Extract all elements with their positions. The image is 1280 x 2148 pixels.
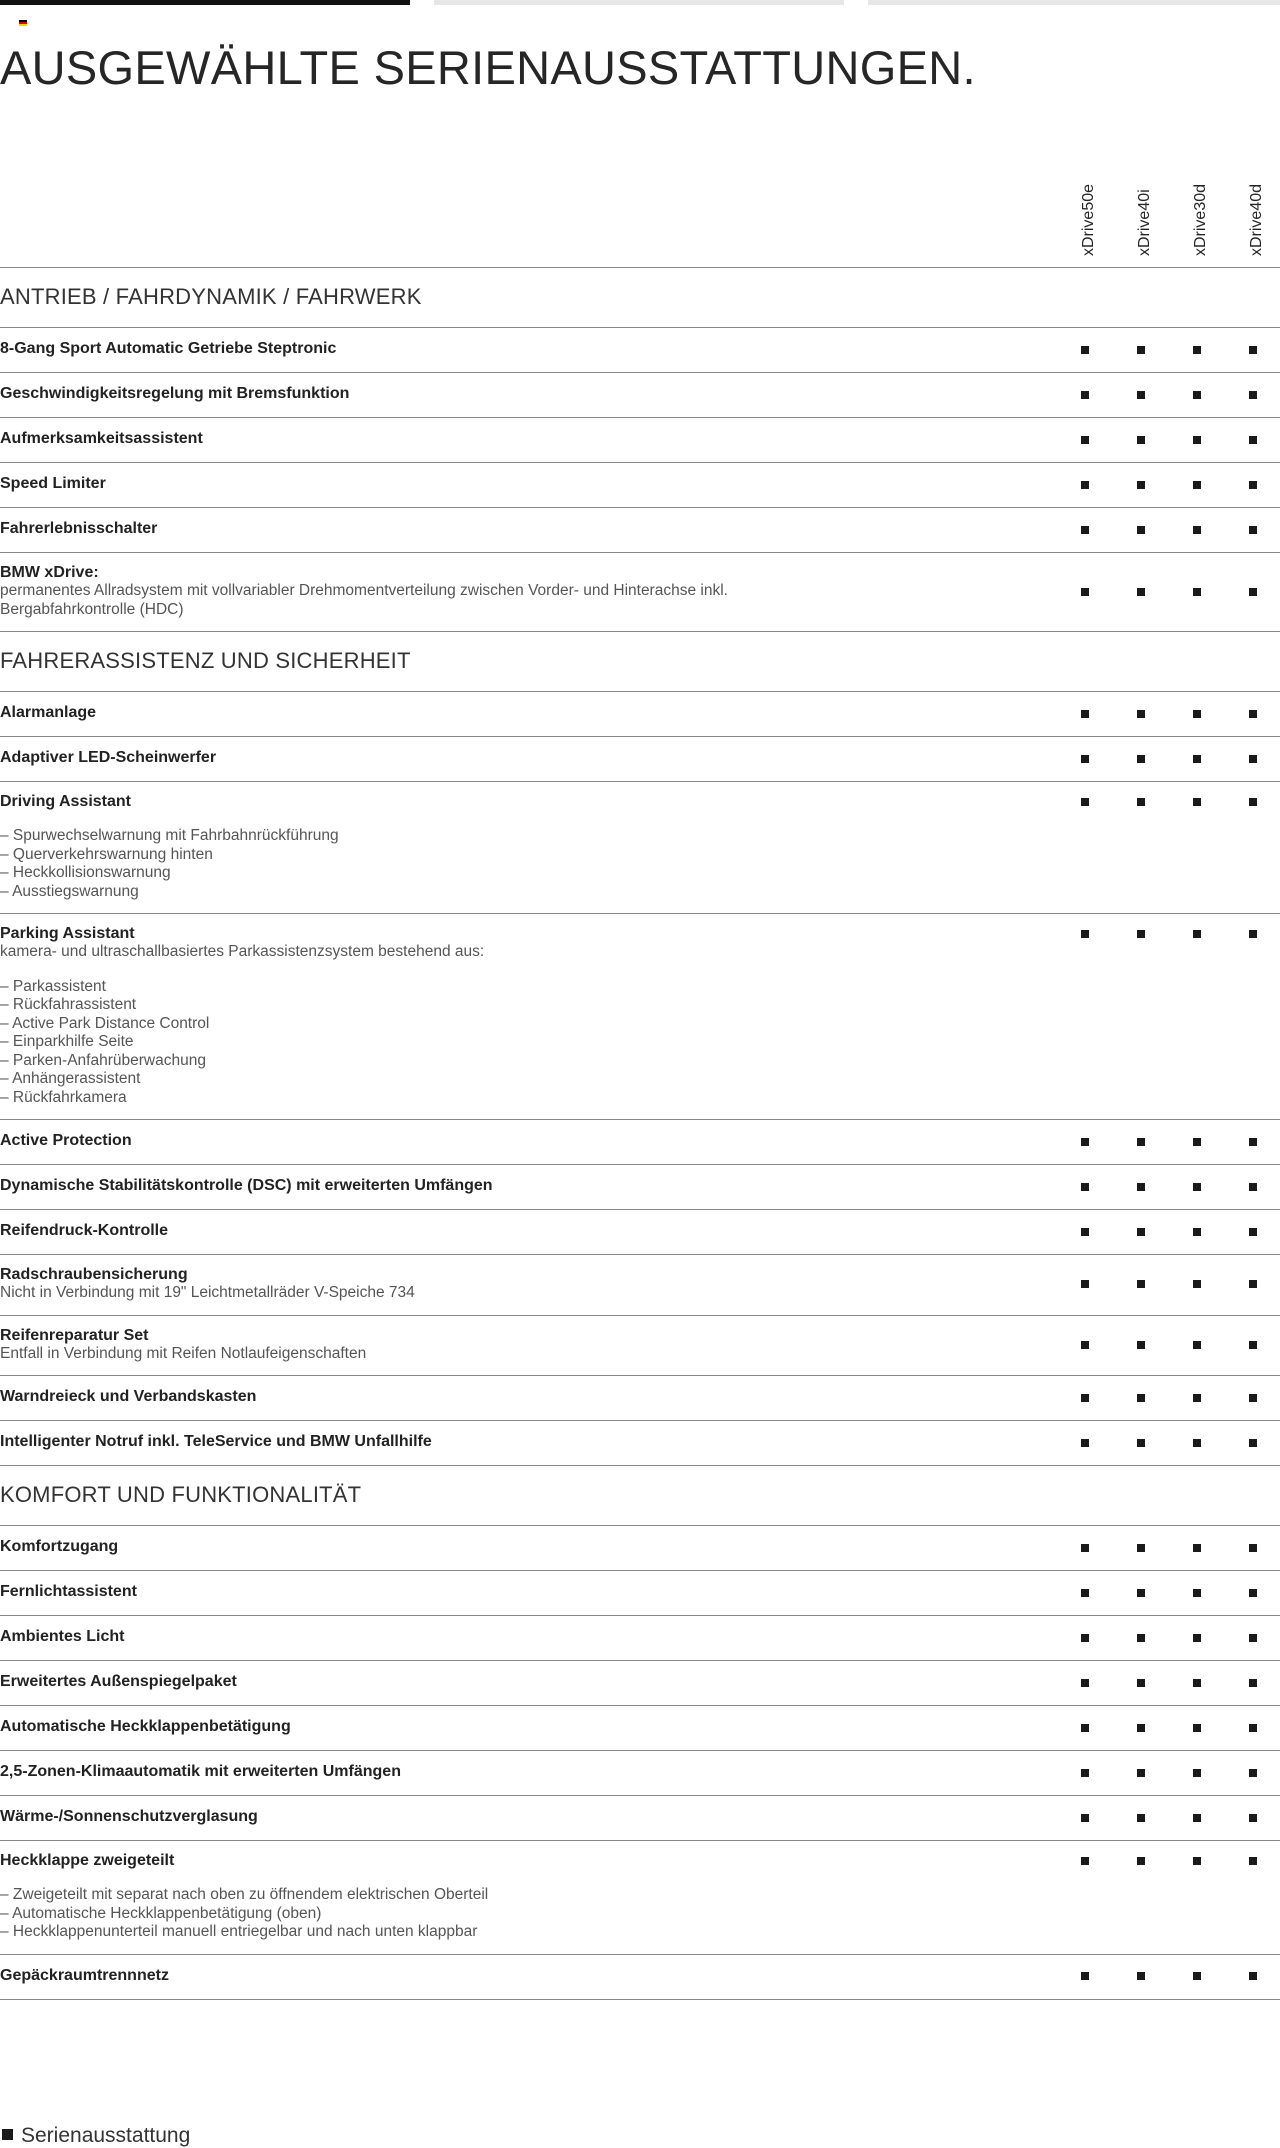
standard-marker-icon (1193, 588, 1201, 596)
standard-marker-icon (1193, 1814, 1201, 1822)
standard-marker-icon (1081, 436, 1089, 444)
divider (0, 631, 1280, 632)
standard-marker-icon (1081, 588, 1089, 596)
model-header (1060, 170, 1280, 260)
table-row (0, 1660, 1280, 1705)
standard-marker-icon (1081, 1544, 1089, 1552)
standard-marker-icon (1137, 346, 1145, 354)
standard-marker-icon (1081, 1634, 1089, 1642)
standard-marker-icon (1249, 710, 1257, 718)
feature-label: Adaptiver LED-Scheinwerfer (0, 749, 217, 766)
divider (0, 267, 1280, 268)
standard-marker-icon (1081, 1589, 1089, 1597)
page-tabs (0, 0, 1280, 6)
table-row (0, 417, 1280, 462)
feature-sub-item: – Einparkhilfe Seite (0, 1033, 134, 1050)
standard-marker-icon (1081, 526, 1089, 534)
divider (0, 1465, 1280, 1466)
standard-marker-icon (1249, 346, 1257, 354)
feature-label: Reifenreparatur Set (0, 1326, 149, 1344)
standard-marker-icon (1193, 1857, 1201, 1865)
feature-label: Aufmerksamkeitsassistent (0, 430, 203, 447)
standard-marker-icon (1137, 1972, 1145, 1980)
standard-marker-icon (1249, 1769, 1257, 1777)
standard-marker-icon (1193, 930, 1201, 938)
feature-label: Gepäckraumtrennnetz (0, 1966, 169, 1984)
table-row (0, 1705, 1280, 1750)
feature-label: Geschwindigkeitsregelung mit Bremsfunktion (0, 385, 350, 402)
table-row (0, 1525, 1280, 1570)
standard-marker-icon (1249, 1394, 1257, 1402)
standard-marker-icon (1081, 1679, 1089, 1687)
standard-marker-icon (1249, 1679, 1257, 1687)
feature-label: Erweitertes Außenspiegelpaket (0, 1673, 237, 1690)
feature-label: Driving Assistant (0, 793, 131, 810)
feature-sub-item: – Heckkollisionswarnung (0, 864, 171, 881)
standard-marker-icon (1137, 1439, 1145, 1447)
table-row (0, 1750, 1280, 1795)
standard-marker-icon (1137, 710, 1145, 718)
standard-marker-icon (1137, 1814, 1145, 1822)
standard-marker-icon (1137, 1634, 1145, 1642)
page-tab-2[interactable] (434, 0, 844, 5)
feature-description: Entfall in Verbindung mit Reifen Notlaufeigenschaften (0, 1344, 367, 1362)
standard-marker-icon (1137, 930, 1145, 938)
table-row (0, 372, 1280, 417)
feature-description: kamera- und ultraschallbasiertes Parkassistenzsystem bestehend aus: (0, 943, 485, 960)
feature-label: Fahrerlebnisschalter (0, 520, 158, 537)
feature-label: Warndreieck und Verbandskasten (0, 1388, 257, 1405)
table-row (0, 1615, 1280, 1660)
feature-description: permanentes Allradsystem mit vollvariabler Drehmomentverteilung zwischen Vorder- und Hinterachse inkl. (0, 582, 728, 599)
table-row (0, 507, 1280, 552)
page-title: AUSGEWÄHLTE SERIENAUSSTATTUNGEN. (0, 41, 976, 94)
table-row (0, 1420, 1280, 1465)
standard-marker-icon (1193, 1544, 1201, 1552)
divider (0, 1999, 1280, 2000)
standard-marker-icon (1081, 1228, 1089, 1236)
feature-description: Bergabfahrkontrolle (HDC) (0, 600, 184, 618)
standard-marker-icon (1137, 1228, 1145, 1236)
standard-marker-icon (1193, 1394, 1201, 1402)
standard-marker-icon (1193, 1769, 1201, 1777)
standard-marker-icon (1249, 1439, 1257, 1447)
model-label: xDrive40d (1248, 183, 1265, 256)
standard-marker-icon (1081, 1138, 1089, 1146)
table-row (0, 691, 1280, 736)
feature-sub-item: – Zweigeteilt mit separat nach oben zu öffnendem elektrischen Oberteil (0, 1886, 489, 1903)
german-flag-icon (19, 20, 27, 26)
standard-marker-icon (1249, 1857, 1257, 1865)
standard-marker-icon (1249, 755, 1257, 763)
standard-marker-icon (1249, 391, 1257, 399)
feature-label: Speed Limiter (0, 475, 106, 492)
table-row (0, 327, 1280, 372)
feature-label: Radschraubensicherung (0, 1266, 188, 1283)
standard-marker-icon (1137, 755, 1145, 763)
table-row (0, 1954, 1280, 1999)
section-title: KOMFORT UND FUNKTIONALITÄT (0, 1482, 362, 1507)
feature-label: BMW xDrive: (0, 564, 99, 581)
feature-label: 2,5-Zonen-Klimaautomatik mit erweiterten Umfängen (0, 1763, 401, 1780)
standard-marker-icon (1137, 1183, 1145, 1191)
table-row (0, 781, 1280, 913)
table-row (0, 1209, 1280, 1254)
table-row (0, 1164, 1280, 1209)
standard-marker-icon (1137, 1138, 1145, 1146)
feature-label: Active Protection (0, 1132, 132, 1149)
standard-marker-icon (1193, 481, 1201, 489)
standard-marker-icon (1193, 798, 1201, 806)
standard-marker-icon (1081, 481, 1089, 489)
feature-label: Dynamische Stabilitätskontrolle (DSC) mit erweiterten Umfängen (0, 1177, 493, 1194)
feature-sub-item: – Automatische Heckklappenbetätigung (oben) (0, 1904, 322, 1922)
standard-marker-icon (1249, 1589, 1257, 1597)
feature-sub-item: – Querverkehrswarnung hinten (0, 845, 213, 863)
standard-marker-icon (1249, 1138, 1257, 1146)
standard-marker-icon (1249, 1228, 1257, 1236)
standard-marker-icon (1081, 1814, 1089, 1822)
feature-sub-item: – Rückfahrkamera (0, 1088, 127, 1106)
feature-label: 8-Gang Sport Automatic Getriebe Steptronic (0, 340, 337, 357)
standard-marker-icon (1081, 710, 1089, 718)
table-row (0, 1840, 1280, 1954)
standard-marker-icon (1081, 1769, 1089, 1777)
standard-marker-icon (1137, 481, 1145, 489)
standard-marker-icon (1137, 1679, 1145, 1687)
standard-marker-icon (1137, 1857, 1145, 1865)
standard-marker-icon (1081, 1972, 1089, 1980)
standard-marker-icon (1249, 588, 1257, 596)
feature-sub-item: – Active Park Distance Control (0, 1014, 210, 1032)
standard-marker-icon (1081, 1280, 1089, 1288)
standard-marker-icon (1249, 1814, 1257, 1822)
standard-marker-icon (1193, 346, 1201, 354)
standard-marker-icon (1193, 1341, 1201, 1349)
standard-marker-icon (1137, 1341, 1145, 1349)
legend (0, 2124, 190, 2148)
standard-marker-icon (1193, 1634, 1201, 1642)
feature-label: Alarmanlage (0, 704, 97, 721)
section-title: FAHRERASSISTENZ UND SICHERHEIT (0, 648, 411, 673)
standard-marker-icon (1193, 1439, 1201, 1447)
table-row (0, 462, 1280, 507)
standard-marker-icon (1081, 1724, 1089, 1732)
table-row (0, 736, 1280, 781)
standard-marker-icon (1081, 346, 1089, 354)
table-row (0, 1375, 1280, 1420)
feature-label: Wärme-/Sonnenschutzverglasung (0, 1808, 258, 1825)
standard-marker-icon (1137, 798, 1145, 806)
standard-marker-icon (1137, 1394, 1145, 1402)
standard-marker-icon (1193, 1138, 1201, 1146)
model-label: xDrive40i (1136, 189, 1153, 256)
standard-marker-icon (1137, 1589, 1145, 1597)
table-row (0, 1315, 1280, 1376)
standard-marker-icon (1137, 1544, 1145, 1552)
model-label: xDrive30d (1192, 183, 1209, 256)
standard-marker-icon (1081, 1394, 1089, 1402)
standard-marker-icon (1193, 1280, 1201, 1288)
feature-sub-item: – Parkassistent (0, 977, 106, 995)
standard-marker-icon (1193, 1724, 1201, 1732)
standard-marker-icon (1081, 1857, 1089, 1865)
standard-marker-icon (1249, 481, 1257, 489)
standard-marker-icon (1137, 1280, 1145, 1288)
feature-sub-item: – Parken-Anfahrüberwachung (0, 1051, 206, 1069)
standard-marker-icon (1137, 436, 1145, 444)
standard-marker-icon (1193, 1589, 1201, 1597)
standard-marker-icon (1193, 1183, 1201, 1191)
standard-marker-icon (1249, 1183, 1257, 1191)
standard-marker-icon (1249, 1634, 1257, 1642)
standard-marker-icon (1249, 1972, 1257, 1980)
standard-marker-icon (1081, 798, 1089, 806)
standard-marker-icon (1137, 526, 1145, 534)
standard-marker-icon (1193, 710, 1201, 718)
feature-sub-item: – Heckklappenunterteil manuell entriegelbar und nach unten klappbar (0, 1923, 478, 1940)
feature-label: Ambientes Licht (0, 1628, 125, 1645)
feature-sub-item: – Spurwechselwarnung mit Fahrbahnrückführung (0, 827, 339, 844)
standard-marker-icon (1081, 930, 1089, 938)
section-title: ANTRIEB / FAHRDYNAMIK / FAHRWERK (0, 284, 422, 309)
standard-marker-icon (1137, 1769, 1145, 1777)
feature-label: Komfortzugang (0, 1538, 119, 1555)
feature-label: Parking Assistant (0, 925, 135, 942)
standard-marker-icon (1249, 1341, 1257, 1349)
standard-equipment-marker-icon (2, 2129, 13, 2140)
standard-marker-icon (1081, 1341, 1089, 1349)
page-tab-1[interactable] (0, 0, 410, 5)
standard-marker-icon (1193, 755, 1201, 763)
page-tab-3[interactable] (868, 0, 1280, 5)
standard-marker-icon (1137, 588, 1145, 596)
standard-marker-icon (1081, 1439, 1089, 1447)
model-label: xDrive50e (1080, 183, 1097, 256)
feature-sub-item: – Rückfahrassistent (0, 996, 137, 1013)
standard-marker-icon (1193, 436, 1201, 444)
feature-sub-item: – Ausstiegswarnung (0, 882, 139, 900)
legend-label: Serienausstattung (21, 2124, 191, 2147)
table-row (0, 913, 1280, 1119)
standard-marker-icon (1249, 1724, 1257, 1732)
standard-marker-icon (1193, 391, 1201, 399)
table-row (0, 1254, 1280, 1315)
standard-marker-icon (1249, 1280, 1257, 1288)
standard-marker-icon (1081, 1183, 1089, 1191)
table-row (0, 1119, 1280, 1164)
standard-marker-icon (1193, 526, 1201, 534)
standard-marker-icon (1081, 755, 1089, 763)
feature-sub-item: – Anhängerassistent (0, 1070, 141, 1087)
standard-marker-icon (1249, 798, 1257, 806)
standard-marker-icon (1249, 930, 1257, 938)
standard-marker-icon (1193, 1228, 1201, 1236)
feature-label: Automatische Heckklappenbetätigung (0, 1718, 291, 1735)
standard-marker-icon (1137, 1724, 1145, 1732)
standard-marker-icon (1081, 391, 1089, 399)
standard-marker-icon (1249, 436, 1257, 444)
table-row (0, 1570, 1280, 1615)
standard-marker-icon (1249, 1544, 1257, 1552)
feature-description: Nicht in Verbindung mit 19" Leichtmetallräder V-Speiche 734 (0, 1284, 415, 1301)
feature-label: Reifendruck-Kontrolle (0, 1222, 169, 1239)
table-row (0, 1795, 1280, 1840)
standard-marker-icon (1249, 526, 1257, 534)
table-row (0, 552, 1280, 631)
feature-label: Fernlichtassistent (0, 1583, 137, 1600)
standard-marker-icon (1137, 391, 1145, 399)
standard-marker-icon (1193, 1972, 1201, 1980)
feature-label: Heckklappe zweigeteilt (0, 1852, 175, 1869)
standard-marker-icon (1193, 1679, 1201, 1687)
feature-label: Intelligenter Notruf inkl. TeleService und BMW Unfallhilfe (0, 1433, 432, 1450)
